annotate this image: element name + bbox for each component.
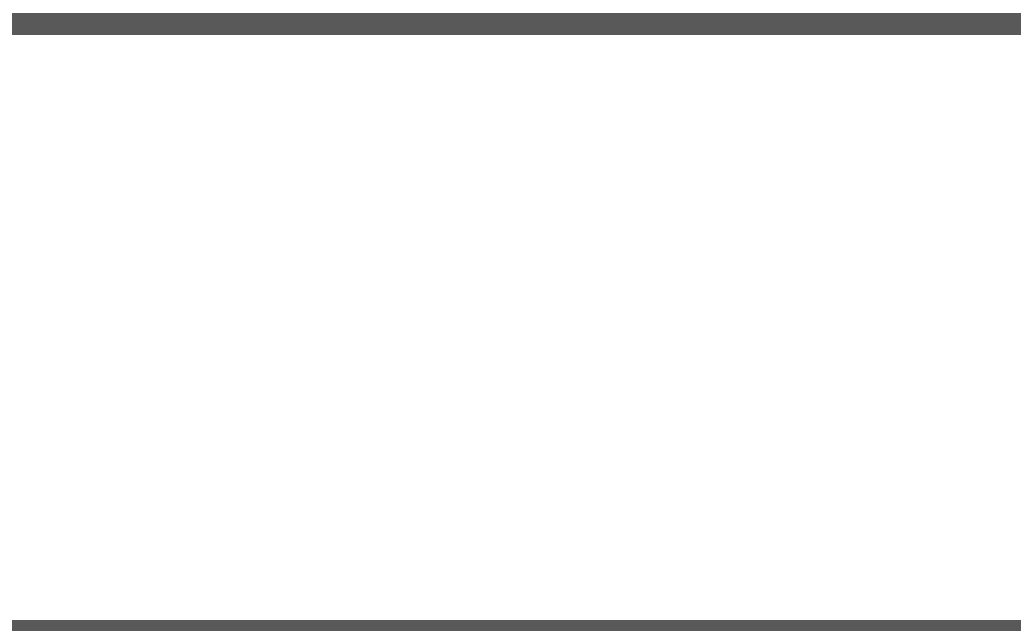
page-title xyxy=(12,13,1021,35)
footer xyxy=(12,620,1021,631)
